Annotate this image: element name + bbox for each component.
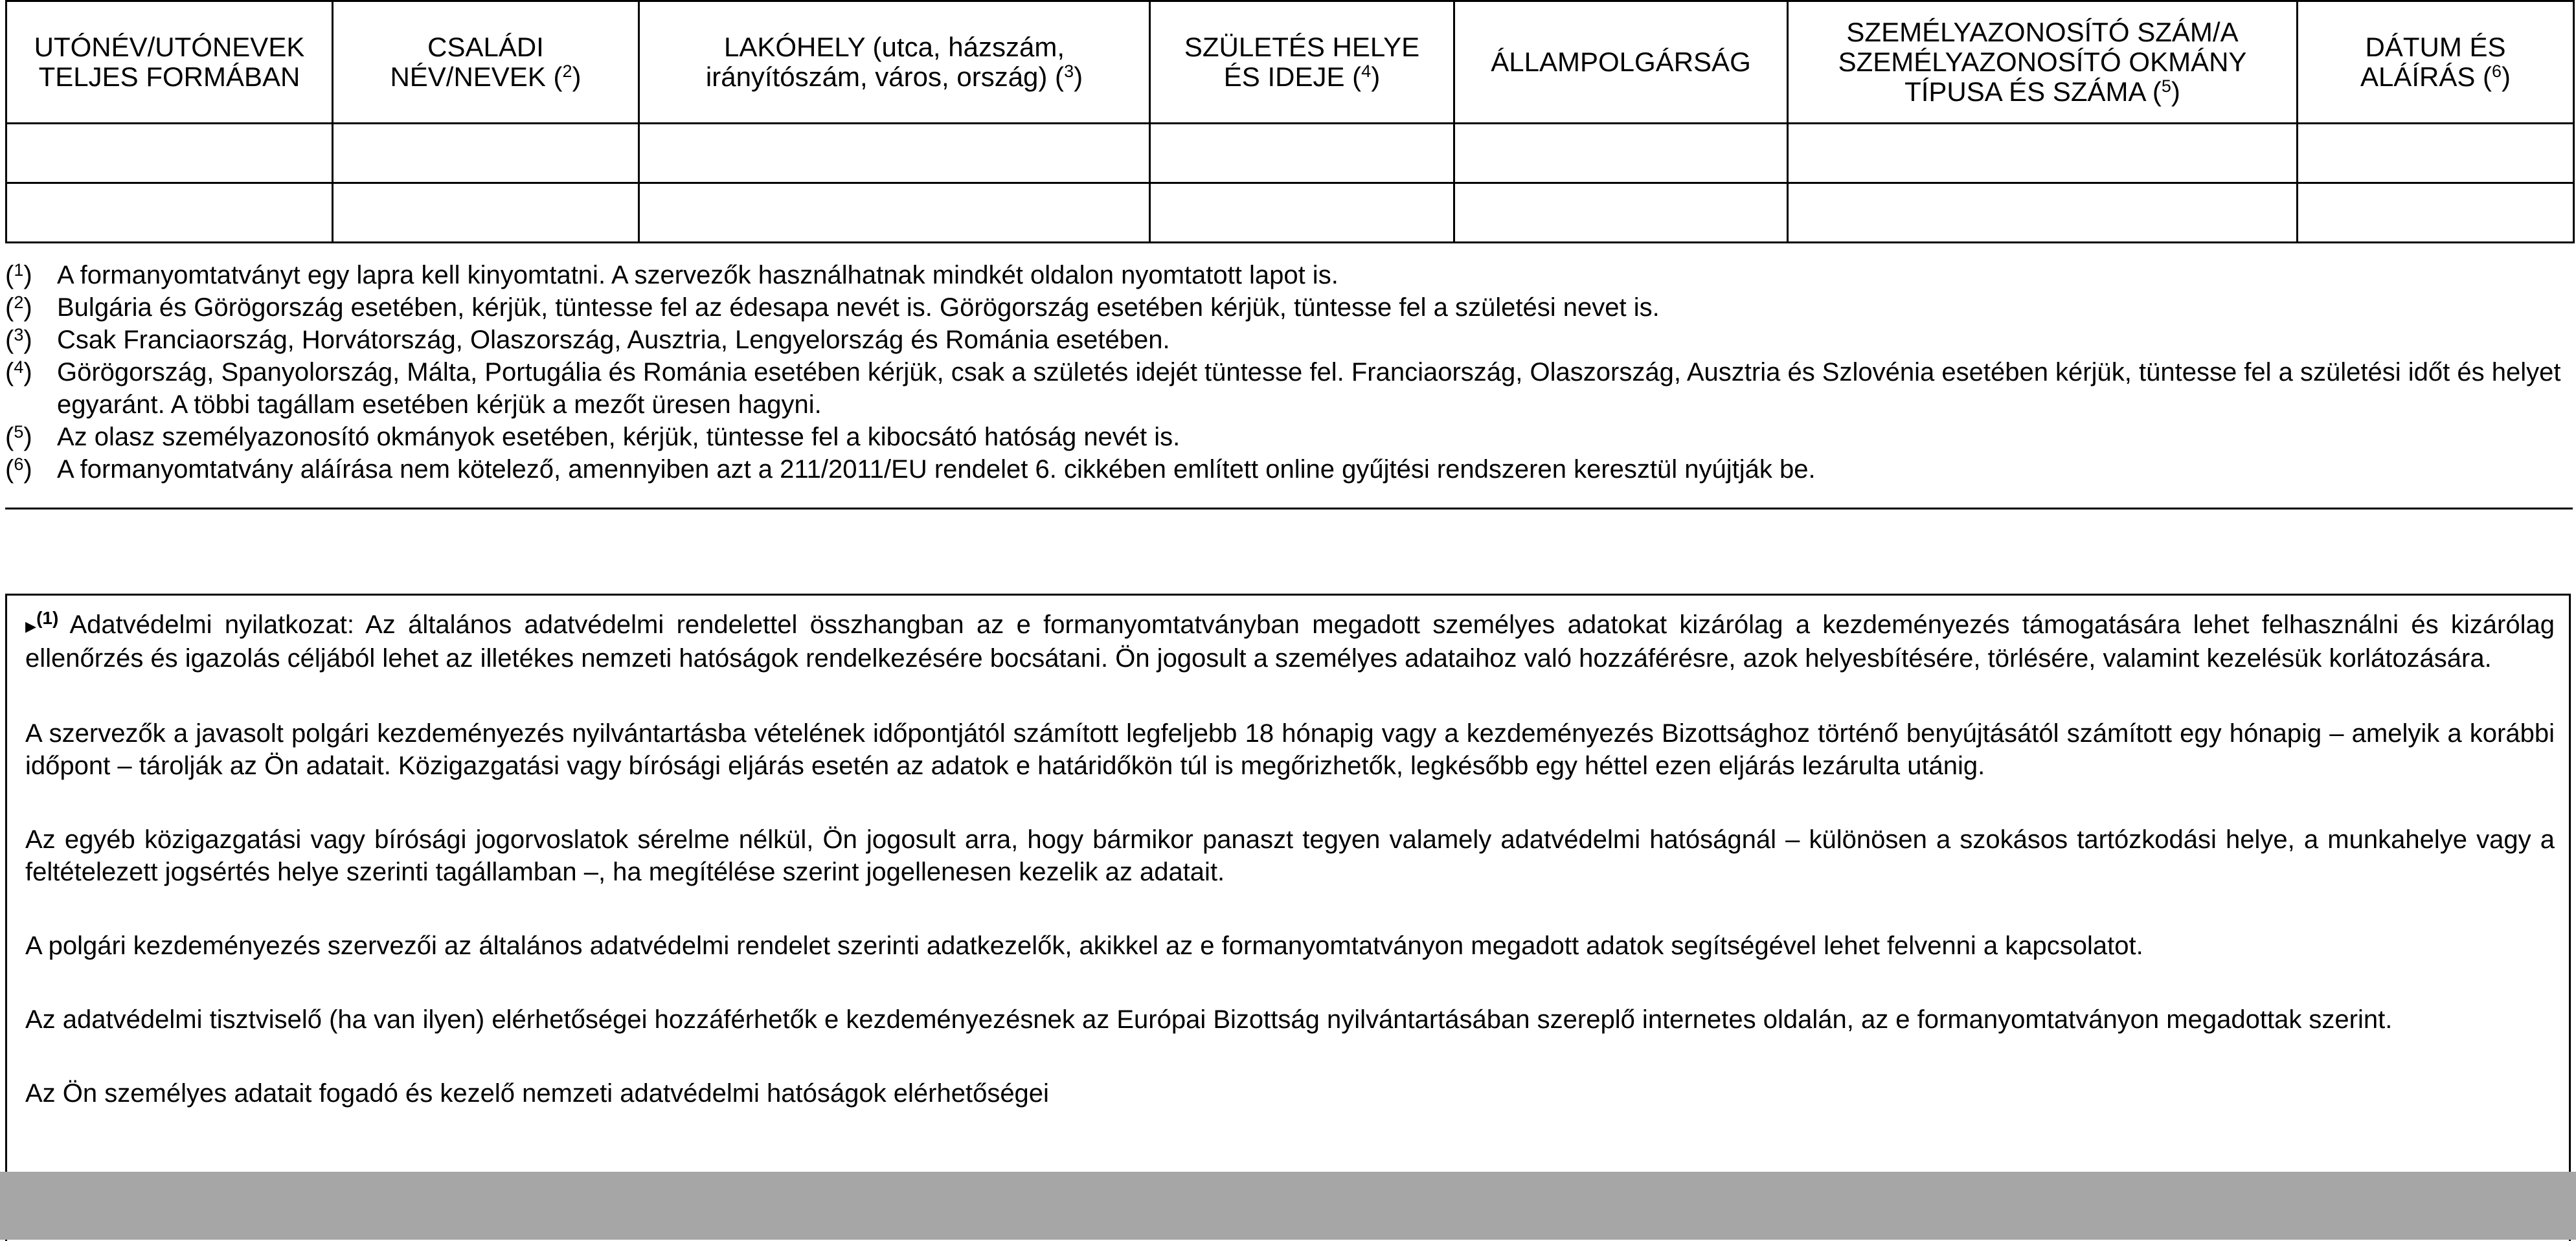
table-cell[interactable] (1150, 124, 1454, 183)
column-header-date-signature: DÁTUM ÉS ALÁÍRÁS ($^6$) (2298, 1, 2574, 124)
table-row (6, 124, 2574, 183)
footnote-number: ($^3$) (5, 325, 32, 354)
footnote-text: Az olasz személyazonosító okmányok esetében, kérjük, tüntesse fel a kibocsátó hatóság nevét is. (57, 423, 1181, 451)
privacy-paragraph: Az Ön személyes adatait fogadó és kezelő nemzeti adatvédelmi hatóságok elérhetőségei (25, 1079, 1049, 1108)
footnote-ref: 4 (1361, 61, 1372, 81)
footnote-number: ($^6$) (5, 454, 32, 484)
footnote-number: ($^5$) (5, 422, 32, 451)
table-cell[interactable] (333, 183, 639, 243)
footnote-ref: 5 (2161, 76, 2171, 96)
viewer-bottom-bar (0, 1172, 2576, 1240)
footnote-item (5, 324, 2573, 356)
footnote-item (5, 421, 2573, 453)
privacy-statement-box (5, 594, 2571, 1241)
table-cell[interactable] (1454, 124, 1788, 183)
table-cell[interactable] (2298, 124, 2574, 183)
privacy-paragraph: A polgári kezdeményezés szervezői az általános adatvédelmi rendelet szerinti adatkezelők, akikkel az e formanyomtatványon megadott adatok segítségével lehet felvenni a kapcsolatot. (25, 932, 2143, 960)
footnote-item (5, 453, 2573, 486)
signatory-table (5, 0, 2575, 243)
divider (5, 508, 2573, 509)
footnote-item (5, 259, 2573, 291)
footnote-number: ($^4$) (5, 357, 32, 386)
footnote-ref: (1) (36, 608, 59, 628)
table-cell[interactable] (6, 183, 333, 243)
table-cell[interactable] (2298, 183, 2574, 243)
column-header-birth-place-date: SZÜLETÉS HELYE ÉS IDEJE ($^4$) (1150, 1, 1454, 124)
footnote-number: ($^2$) (5, 293, 32, 322)
footnote-number: ($^1$) (5, 260, 32, 289)
privacy-paragraph: Az adatvédelmi tisztviselő (ha van ilyen) elérhetőségei hozzáférhetők e kezdeményezésnek az Európai Bizottság nyilvántartásában szereplő internetes oldalán, az e formanyomtatványon megadottak szerint. (25, 1005, 2393, 1034)
table-cell[interactable] (639, 124, 1150, 183)
privacy-paragraph: A szervezők a javasolt polgári kezdeményezés nyilvántartásba vételének időpontjától számított legfeljebb 18 hónapig vagy a kezdeményezés Bizottsághoz történő benyújtásától számított egy hónapig – amelyik a korábbi időpont – tárolják az Ön adatait. Közigazgatási vagy bírósági eljárás esetén az adatok e határidőkön túl is megőrizhetők, legkésőbb egy héttel ezen eljárás lezárulta utánig. (25, 719, 2555, 780)
footnote-item (5, 291, 2573, 324)
footnote-text: Csak Franciaország, Horvátország, Olaszország, Ausztria, Lengyelország és Románia esetében. (57, 326, 1170, 354)
table-cell[interactable] (1454, 183, 1788, 243)
table-cell[interactable] (333, 124, 639, 183)
footnote-text: Görögország, Spanyolország, Málta, Portugália és Románia esetében kérjük, csak a születés idejét tüntesse fel. Franciaország, Olaszország, Ausztria és Szlovénia esetében kérjük, tüntesse fel a születési időt és helyet egyaránt. A többi tagállam esetében kérjük a mezőt üresen hagyni. (57, 358, 2561, 419)
footnote-ref: 6 (2492, 61, 2502, 81)
column-header-residence: LAKÓHELY (utca, házszám, irányítószám, város, ország) ($^3$) (639, 1, 1150, 124)
footnote-text: A formanyomtatvány aláírása nem kötelező, amennyiben azt a 211/2011/EU rendelet 6. cikkében említett online gyűjtési rendszeren keresztül nyújtják be. (57, 455, 1816, 484)
footnote-ref: 2 (562, 61, 572, 81)
table-cell[interactable] (1788, 183, 2298, 243)
privacy-paragraph: Az egyéb közigazgatási vagy bírósági jogorvoslatok sérelme nélkül, Ön jogosult arra, hogy bármikor panaszt tegyen valamely adatvédelmi hatóságnál – különösen a szokásos tartózkodási helye, a munkahelye vagy a feltételezett jogsértés helye szerinti tagállamban –, ha megítélése szerint jogellenesen kezelik az adatait. (25, 825, 2555, 886)
column-header-given-names: UTÓNÉV/UTÓNEVEK TELJES FORMÁBAN (6, 1, 333, 124)
column-header-nationality: ÁLLAMPOLGÁRSÁG (1454, 1, 1788, 124)
privacy-paragraph: ▸$^{(1)}$ Adatvédelmi nyilatkozat: Az általános adatvédelmi rendelettel összhangban az e formanyomtatványban megadott személyes adatokat kizárólag a kezdeményezés támogatására lehet felhasználni és kizárólag ellenőrzés és igazolás céljából lehet az illetékes nemzeti hatóságok rendelkezésére bocsátani. Ön jogosult a személyes adataihoz való hozzáférésre, azok helyesbítésére, törlésére, valamint kezelésük korlátozására. (25, 608, 2555, 673)
table-cell[interactable] (639, 183, 1150, 243)
table-row (6, 183, 2574, 243)
table-cell[interactable] (6, 124, 333, 183)
column-header-id-number: SZEMÉLYAZONOSÍTÓ SZÁM/A SZEMÉLYAZONOSÍTÓ OKMÁNY TÍPUSA ÉS SZÁMA ($^5$) (1788, 1, 2298, 124)
footnote-text: Bulgária és Görögország esetében, kérjük, tüntesse fel az édesapa nevét is. Görögország esetében kérjük, tüntesse fel a születési nevet is. (57, 293, 1660, 322)
column-header-family-names: CSALÁDI NÉV/NEVEK ($^2$) (333, 1, 639, 124)
footnote-item (5, 356, 2573, 421)
footnote-text: A formanyomtatványt egy lapra kell kinyomtatni. A szervezők használhatnak mindkét oldalon nyomtatott lapot is. (57, 261, 1339, 289)
footnote-ref: 3 (1064, 61, 1074, 81)
privacy-statement (25, 609, 2555, 1151)
footnotes (5, 259, 2573, 486)
table-cell[interactable] (1788, 124, 2298, 183)
table-cell[interactable] (1150, 183, 1454, 243)
table-header-row (6, 1, 2574, 124)
arrow-marker-icon: ▸ (25, 614, 37, 638)
